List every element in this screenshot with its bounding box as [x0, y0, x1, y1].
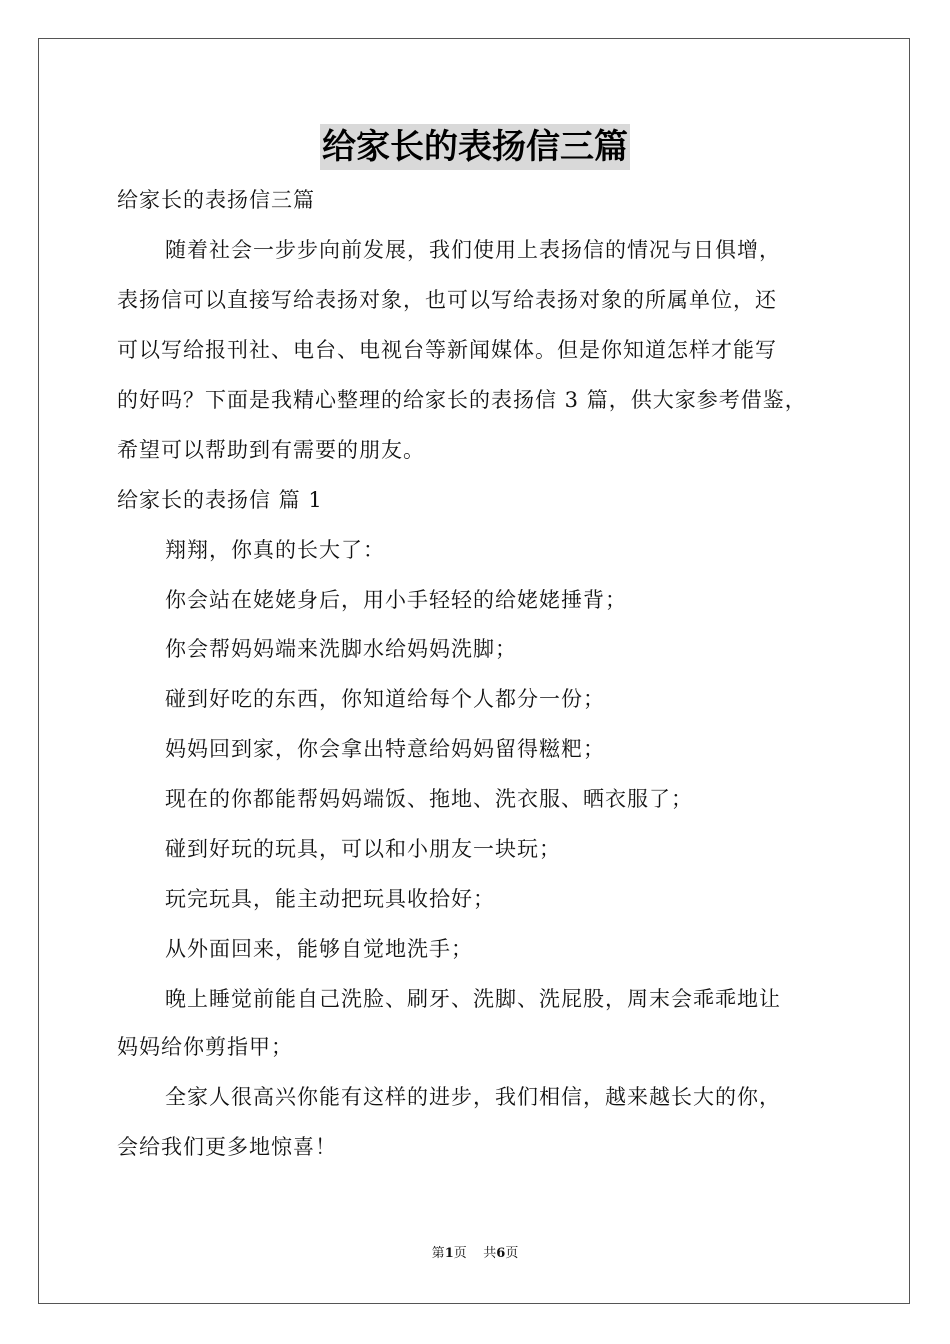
- document-title: 给家长的表扬信三篇: [320, 124, 630, 170]
- letter-line: 你会站在姥姥身后，用小手轻轻的给姥姥捶背；: [165, 588, 627, 612]
- page-border: [38, 38, 910, 1304]
- letter-line: 翔翔，你真的长大了：: [165, 538, 385, 562]
- letter-line: 妈妈回到家，你会拿出特意给妈妈留得糍粑；: [165, 737, 605, 761]
- letter-line: 现在的你都能帮妈妈端饭、拖地、洗衣服、晒衣服了；: [165, 787, 693, 811]
- intro-line: 希望可以帮助到有需要的朋友。: [117, 438, 425, 462]
- page-prefix: 第: [431, 1246, 445, 1261]
- letter-line: 会给我们更多地惊喜！: [117, 1135, 337, 1159]
- letter-line: 全家人很高兴你能有这样的进步，我们相信，越来越长大的你，: [165, 1085, 781, 1109]
- section-heading: 给家长的表扬信 篇 1: [117, 488, 323, 512]
- letter-line: 碰到好吃的东西，你知道给每个人都分一份；: [165, 687, 605, 711]
- letter-line: 碰到好玩的玩具，可以和小朋友一块玩；: [165, 837, 561, 861]
- page-total: 6: [496, 1246, 506, 1261]
- intro-line: 随着社会一步步向前发展，我们使用上表扬信的情况与日俱增，: [165, 238, 781, 262]
- page-footer: [0, 1245, 950, 1263]
- letter-line: 从外面回来，能够自觉地洗手；: [165, 937, 473, 961]
- intro-line: 表扬信可以直接写给表扬对象，也可以写给表扬对象的所属单位，还: [117, 288, 777, 312]
- letter-line: 玩完玩具，能主动把玩具收拾好；: [165, 887, 495, 911]
- letter-line: 晚上睡觉前能自己洗脸、刷牙、洗脚、洗屁股，周末会乖乖地让: [165, 987, 781, 1011]
- letter-line: 你会帮妈妈端来洗脚水给妈妈洗脚；: [165, 637, 517, 661]
- letter-line: 妈妈给你剪指甲；: [117, 1035, 293, 1059]
- page-suffix: 页: [505, 1246, 519, 1261]
- page-current: 1: [444, 1246, 454, 1261]
- intro-line: 的好吗？下面是我精心整理的给家长的表扬信 3 篇，供大家参考借鉴，: [117, 388, 807, 412]
- document-subtitle: 给家长的表扬信三篇: [117, 188, 315, 212]
- title-container: [0, 124, 950, 170]
- page-mid: 页 共: [453, 1246, 497, 1261]
- intro-line: 可以写给报刊社、电台、电视台等新闻媒体。但是你知道怎样才能写: [117, 338, 777, 362]
